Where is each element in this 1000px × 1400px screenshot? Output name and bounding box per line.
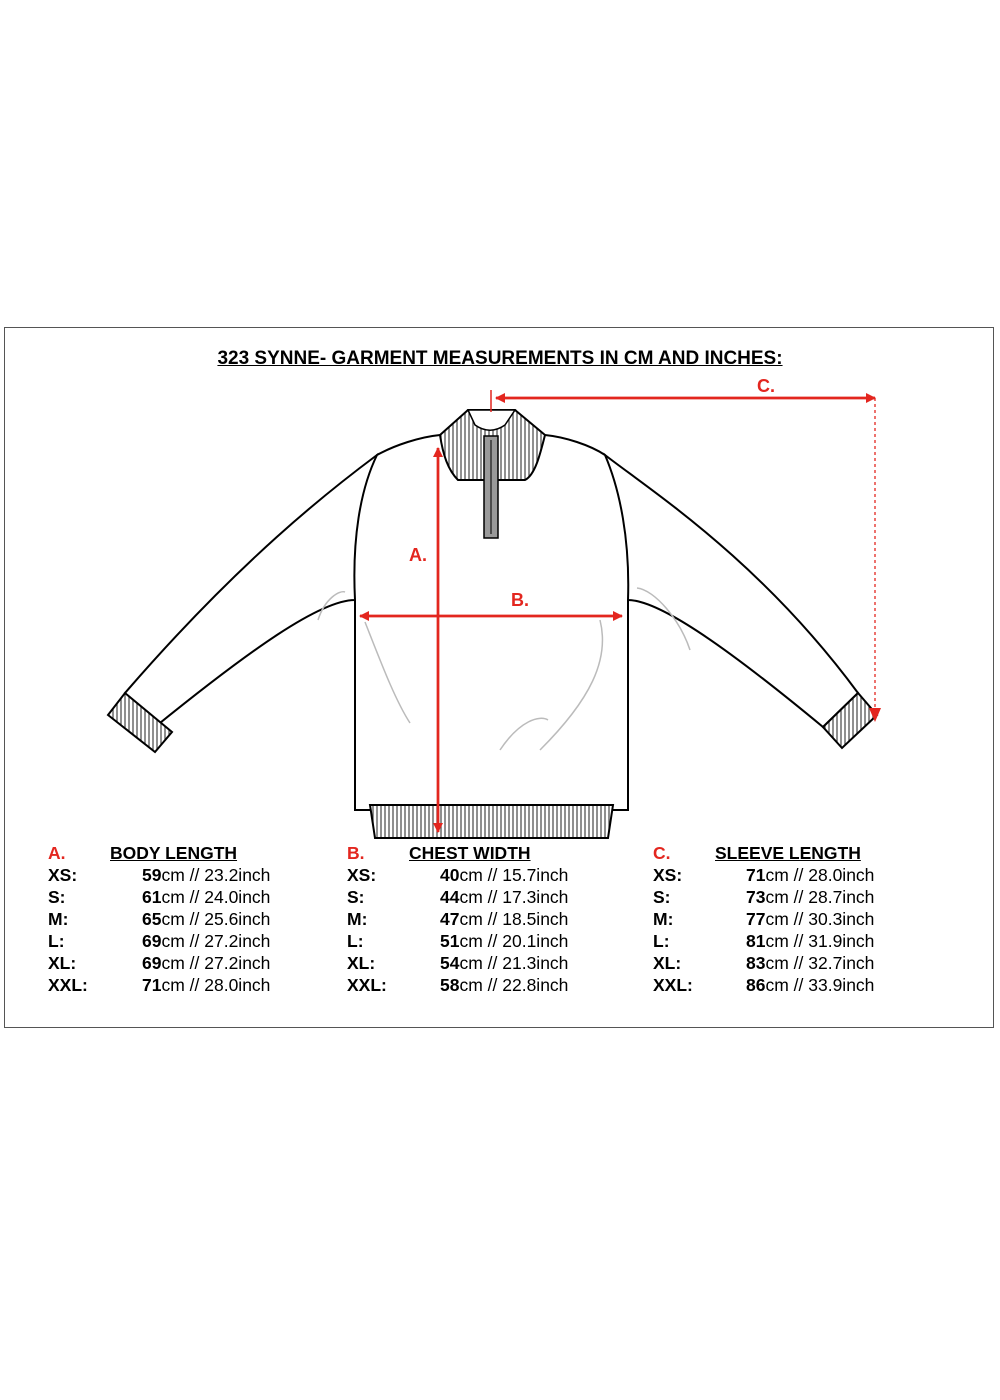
size-row: XS: 71cm // 28.0inch	[653, 865, 875, 885]
size-row: S: 61cm // 24.0inch	[48, 887, 271, 907]
column-heading: BODY LENGTH	[110, 843, 238, 863]
size-row: XL: 54cm // 21.3inch	[347, 953, 569, 973]
size-row: XL: 83cm // 32.7inch	[653, 953, 875, 973]
size-row: L: 51cm // 20.1inch	[347, 931, 569, 951]
label-c: C.	[757, 376, 775, 396]
column-heading: CHEST WIDTH	[409, 843, 531, 863]
column-letter: C.	[653, 843, 671, 863]
column-letter: A.	[48, 843, 66, 863]
size-row: L: 81cm // 31.9inch	[653, 931, 875, 951]
size-row: XXL: 71cm // 28.0inch	[48, 975, 271, 995]
column-heading: SLEEVE LENGTH	[715, 843, 861, 863]
label-b: B.	[511, 590, 529, 610]
size-row: S: 44cm // 17.3inch	[347, 887, 569, 907]
left-sleeve	[125, 455, 377, 727]
size-row: XL: 69cm // 27.2inch	[48, 953, 271, 973]
size-row: M: 65cm // 25.6inch	[48, 909, 271, 929]
column-letter: B.	[347, 843, 365, 863]
size-row: XS: 40cm // 15.7inch	[347, 865, 569, 885]
sleeve-length-column	[653, 843, 953, 997]
label-a: A.	[409, 545, 427, 565]
right-sleeve	[605, 455, 858, 727]
size-row: XXL: 58cm // 22.8inch	[347, 975, 569, 995]
hem-rib	[370, 805, 613, 838]
size-row: XS: 59cm // 23.2inch	[48, 865, 271, 885]
size-row: XXL: 86cm // 33.9inch	[653, 975, 875, 995]
size-row: M: 77cm // 30.3inch	[653, 909, 875, 929]
body-length-column	[48, 843, 348, 997]
chest-width-column	[347, 843, 647, 997]
size-row: M: 47cm // 18.5inch	[347, 909, 569, 929]
page-title: 323 SYNNE- GARMENT MEASUREMENTS IN CM AND INCHES:	[217, 348, 783, 369]
size-row: L: 69cm // 27.2inch	[48, 931, 271, 951]
size-row: S: 73cm // 28.7inch	[653, 887, 875, 907]
